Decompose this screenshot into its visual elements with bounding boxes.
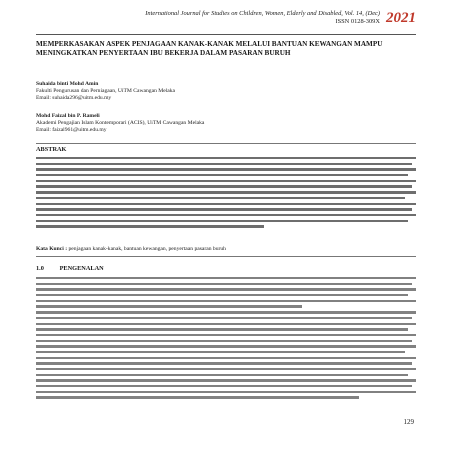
journal-header: [36, 4, 416, 35]
author-name: Mohd Faizal bin P. Rameli: [36, 113, 100, 119]
author-block: [36, 81, 175, 103]
author-affiliation: Fakulti Pengurusan dan Perniagaan, UiTM Cawangan Melaka: [36, 88, 176, 95]
section-divider: [36, 256, 416, 257]
journal-name: International Journal for Studies on Children, Women, Elderly and Disabled, Vol. 14, (Dec): [145, 10, 380, 17]
page-number: 129: [403, 418, 414, 426]
journal-year: 2021: [386, 10, 416, 26]
keywords-label: Kata Kunci :: [36, 246, 68, 252]
section-divider: [36, 143, 416, 144]
author-block: [36, 113, 204, 135]
author-name: Suhaida binti Mohd Amin: [36, 81, 99, 87]
keywords-value: penjagaan kanak-kanak, bantuan kewangan, penyertaan pasaran buruh: [68, 246, 226, 252]
introduction-text-block: [36, 277, 416, 417]
author-email: Email: faizal961@uitm.edu.my: [36, 127, 107, 134]
introduction-title: PENGENALAN: [59, 265, 104, 272]
author-email: Email: suhaida296@uitm.edu.my: [36, 95, 112, 102]
journal-title: [145, 10, 380, 25]
introduction-number: 1.0: [36, 265, 44, 272]
abstract-text-block: [36, 157, 416, 237]
paper-title: MEMPERKASAKAN ASPEK PENJAGAAN KANAK-KANAK MELALUI BANTUAN KEWANGAN MAMPU MENINGKATKAN PENYERTAAN IBU BEKERJA DALAM PASARAN BURUH: [36, 40, 383, 57]
author-affiliation: Akademi Pengajian Islam Kontemporari (ACIS), UiTM Cawangan Melaka: [36, 120, 205, 127]
introduction-heading: [36, 265, 104, 272]
journal-issn: ISSN 0128-309X: [335, 18, 380, 25]
keywords-line: [36, 246, 416, 252]
abstract-heading: ABSTRAK: [36, 146, 67, 153]
